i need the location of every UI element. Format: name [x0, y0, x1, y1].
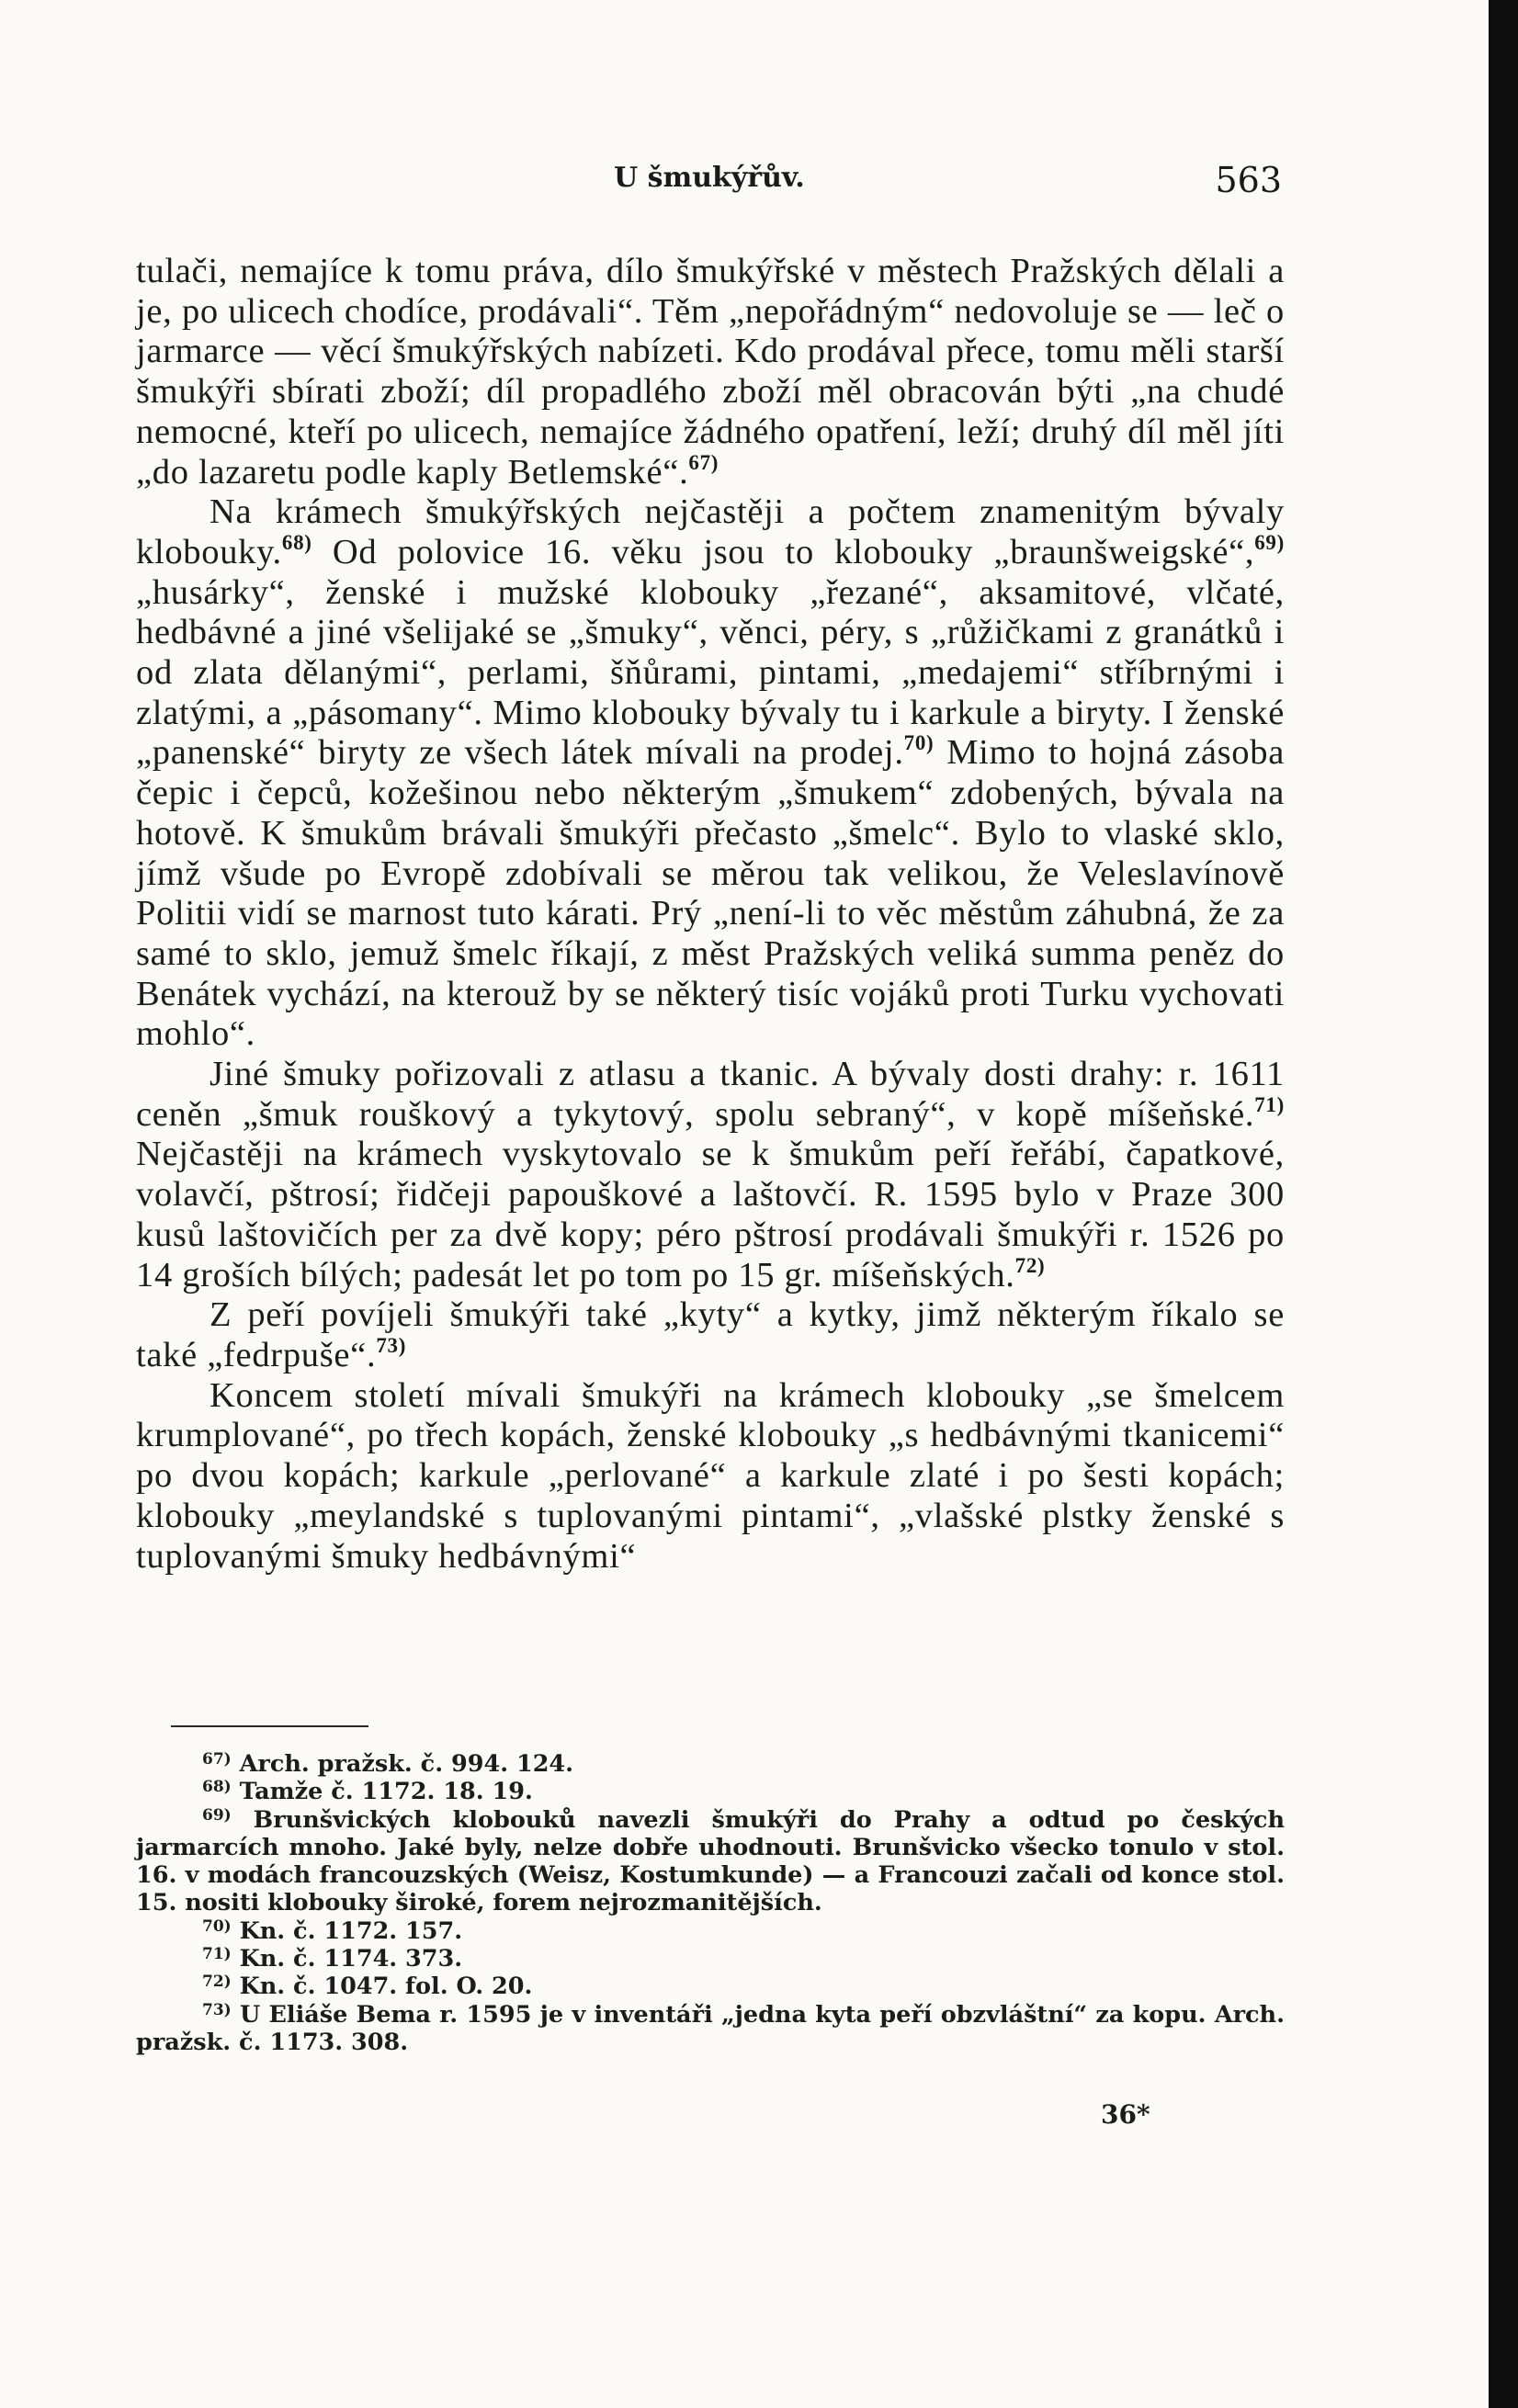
footnote-text: Kn. č. 1172. 157.	[239, 1916, 463, 1945]
footnote-mark: 70)	[202, 1916, 232, 1936]
paragraph	[136, 1376, 1285, 1577]
footnote-mark: 69)	[202, 1805, 232, 1825]
footnotes	[136, 1750, 1285, 2056]
paragraph	[136, 492, 1285, 1055]
footnote-text: U Eliáše Bema r. 1595 je v inventáři „jedna kyta peří obzvláštní“ za kopu. Arch. pražsk. č. 1173. 308.	[136, 2000, 1285, 2056]
footnote	[136, 1945, 1285, 1973]
running-head: U šmukýřův.	[614, 162, 805, 194]
footnote-reference: 71)	[1254, 1092, 1285, 1116]
footnote-reference: 69)	[1254, 530, 1285, 554]
footnote-divider	[171, 1725, 368, 1727]
paragraph-text: Nejčastěji na krámech vyskytovalo se k šmukům peří řeřábí, čapatkové, volavčí, pštrosí; řidčeji papouškové a laštovčí. R. 1595 bylo v Praze 300 kusů laštovičích per za dvě kopy; péro pštrosí prodávali šmukýři r. 1526 po 14 groších bílých; padesát let po tom po 15 gr. míšeňských.	[136, 1135, 1285, 1294]
page-number: 563	[1215, 160, 1282, 200]
footnote-mark: 67)	[202, 1750, 232, 1769]
footnote-mark: 73)	[202, 2000, 232, 2019]
footnote-reference: 70)	[903, 731, 935, 755]
paragraph-text: Na krámech šmukýřských nejčastěji a počtem znamenitým bývaly klobouky.	[136, 492, 1285, 571]
main-text	[136, 252, 1285, 1577]
footnote	[136, 1917, 1285, 1945]
paragraph-text: tulači, nemajíce k tomu práva, dílo šmukýřské v městech Pražských dělali a je, po ulicech chodíce, prodávali“. Těm „nepořádným“ nedovoluje se — leč o jarmarce — věcí šmukýřských nabízeti. Kdo prodával přece, tomu měli starší šmukýři sbírati zboží; díl propadlého zboží měl obracován býti „na chudé nemocné, kteří po ulicech, nemajíce žádného opatření, leží; druhý díl měl jíti „do lazaretu podle kaply Betlemské“.	[136, 252, 1285, 492]
footnote-text: Tamže č. 1172. 18. 19.	[239, 1778, 533, 1806]
footnote-reference: 72)	[1014, 1253, 1046, 1277]
paragraph-text: Od polovice 16. věku jsou to klobouky „braunšweigské“,	[312, 532, 1255, 571]
printer-signature: 36*	[1101, 2099, 1150, 2130]
footnote-mark: 68)	[202, 1778, 232, 1797]
paragraph	[136, 1295, 1285, 1375]
footnote-text: Kn. č. 1174. 373.	[239, 1945, 463, 1973]
paragraph-text: Jiné šmuky pořizovali z atlasu a tkanic. A bývaly dosti drahy: r. 1611 ceněn „šmuk rouškový a tykytový, spolu sebraný“, v kopě míšeňské.	[136, 1055, 1285, 1134]
footnote	[136, 2001, 1285, 2057]
footnote	[136, 1973, 1285, 2000]
paragraph-text: Mimo to hojná zásoba čepic i čepců, kožešinou nebo některým „šmukem“ zdobených, bývala na hotově. K šmukům brávali šmukýři přečasto „šmelc“. Bylo to vlaské sklo, jímž všude po Evropě zdobívali se měrou tak velikou, že Veleslavínově Politii vidí se marnost tuto kárati. Prý „není-li to věc městům záhubná, že za samé to sklo, jemuž šmelc říkají, z měst Pražských veliká summa peněz do Benátek vychází, na kterouž by se některý tisíc vojáků proti Turku vychovati mohlo“.	[136, 733, 1285, 1054]
footnote-reference: 67)	[688, 450, 719, 474]
paragraph	[136, 1055, 1285, 1295]
paragraph	[136, 252, 1285, 492]
footnote-mark: 71)	[202, 1945, 232, 1964]
footnote	[136, 1806, 1285, 1917]
footnote-reference: 68)	[281, 530, 312, 554]
footnote	[136, 1750, 1285, 1778]
footnote-reference: 73)	[376, 1333, 407, 1357]
footnote	[136, 1778, 1285, 1805]
page-header	[0, 154, 1489, 209]
paragraph-text: Koncem století mívali šmukýři na krámech klobouky „se šmelcem krumplované“, po třech kopách, ženské klobouky „s hedbávnými tkanicemi“ po dvou kopách; karkule „perlované“ a karkule zlaté i po šesti kopách; klobouky „meylandské s tuplovanými pintami“, „vlašské plstky ženské s tuplovanými šmuky hedbávnými“	[136, 1375, 1285, 1576]
footnote-text: Kn. č. 1047. fol. O. 20.	[239, 1973, 533, 2001]
paragraph-text: „husárky“, ženské i mužské klobouky „řezané“, aksamitové, vlčaté, hedbávné a jiné všelijaké se „šmuky“, věnci, péry, s „růžičkami z granátků i od zlata dělanými“, perlami, šňůrami, pintami, „medajemi“ stříbrnými i zlatými, a „pásomany“. Mimo klobouky bývaly tu i karkule a biryty. I ženské „panenské“ biryty ze všech látek mívali na prodej.	[136, 572, 1285, 773]
page-edge-shadow	[1489, 0, 1518, 2408]
footnote-text: Brunšvických klobouků navezli šmukýři do Prahy a odtud po českých jarmarcích mnoho. Jaké byly, nelze dobře uhodnouti. Brunšvicko všecko tonulo v stol. 16. v modách francouzských (Weisz, Kostumkunde) — a Francouzi začali od konce stol. 15. nositi klobouky široké, forem nejrozmanitějších.	[136, 1805, 1285, 1917]
footnote-text: Arch. pražsk. č. 994. 124.	[239, 1750, 574, 1778]
footnote-mark: 72)	[202, 1973, 232, 1992]
paragraph-text: Z peří povíjeli šmukýři také „kyty“ a kytky, jimž některým říkalo se také „fedrpuše“.	[136, 1295, 1285, 1374]
